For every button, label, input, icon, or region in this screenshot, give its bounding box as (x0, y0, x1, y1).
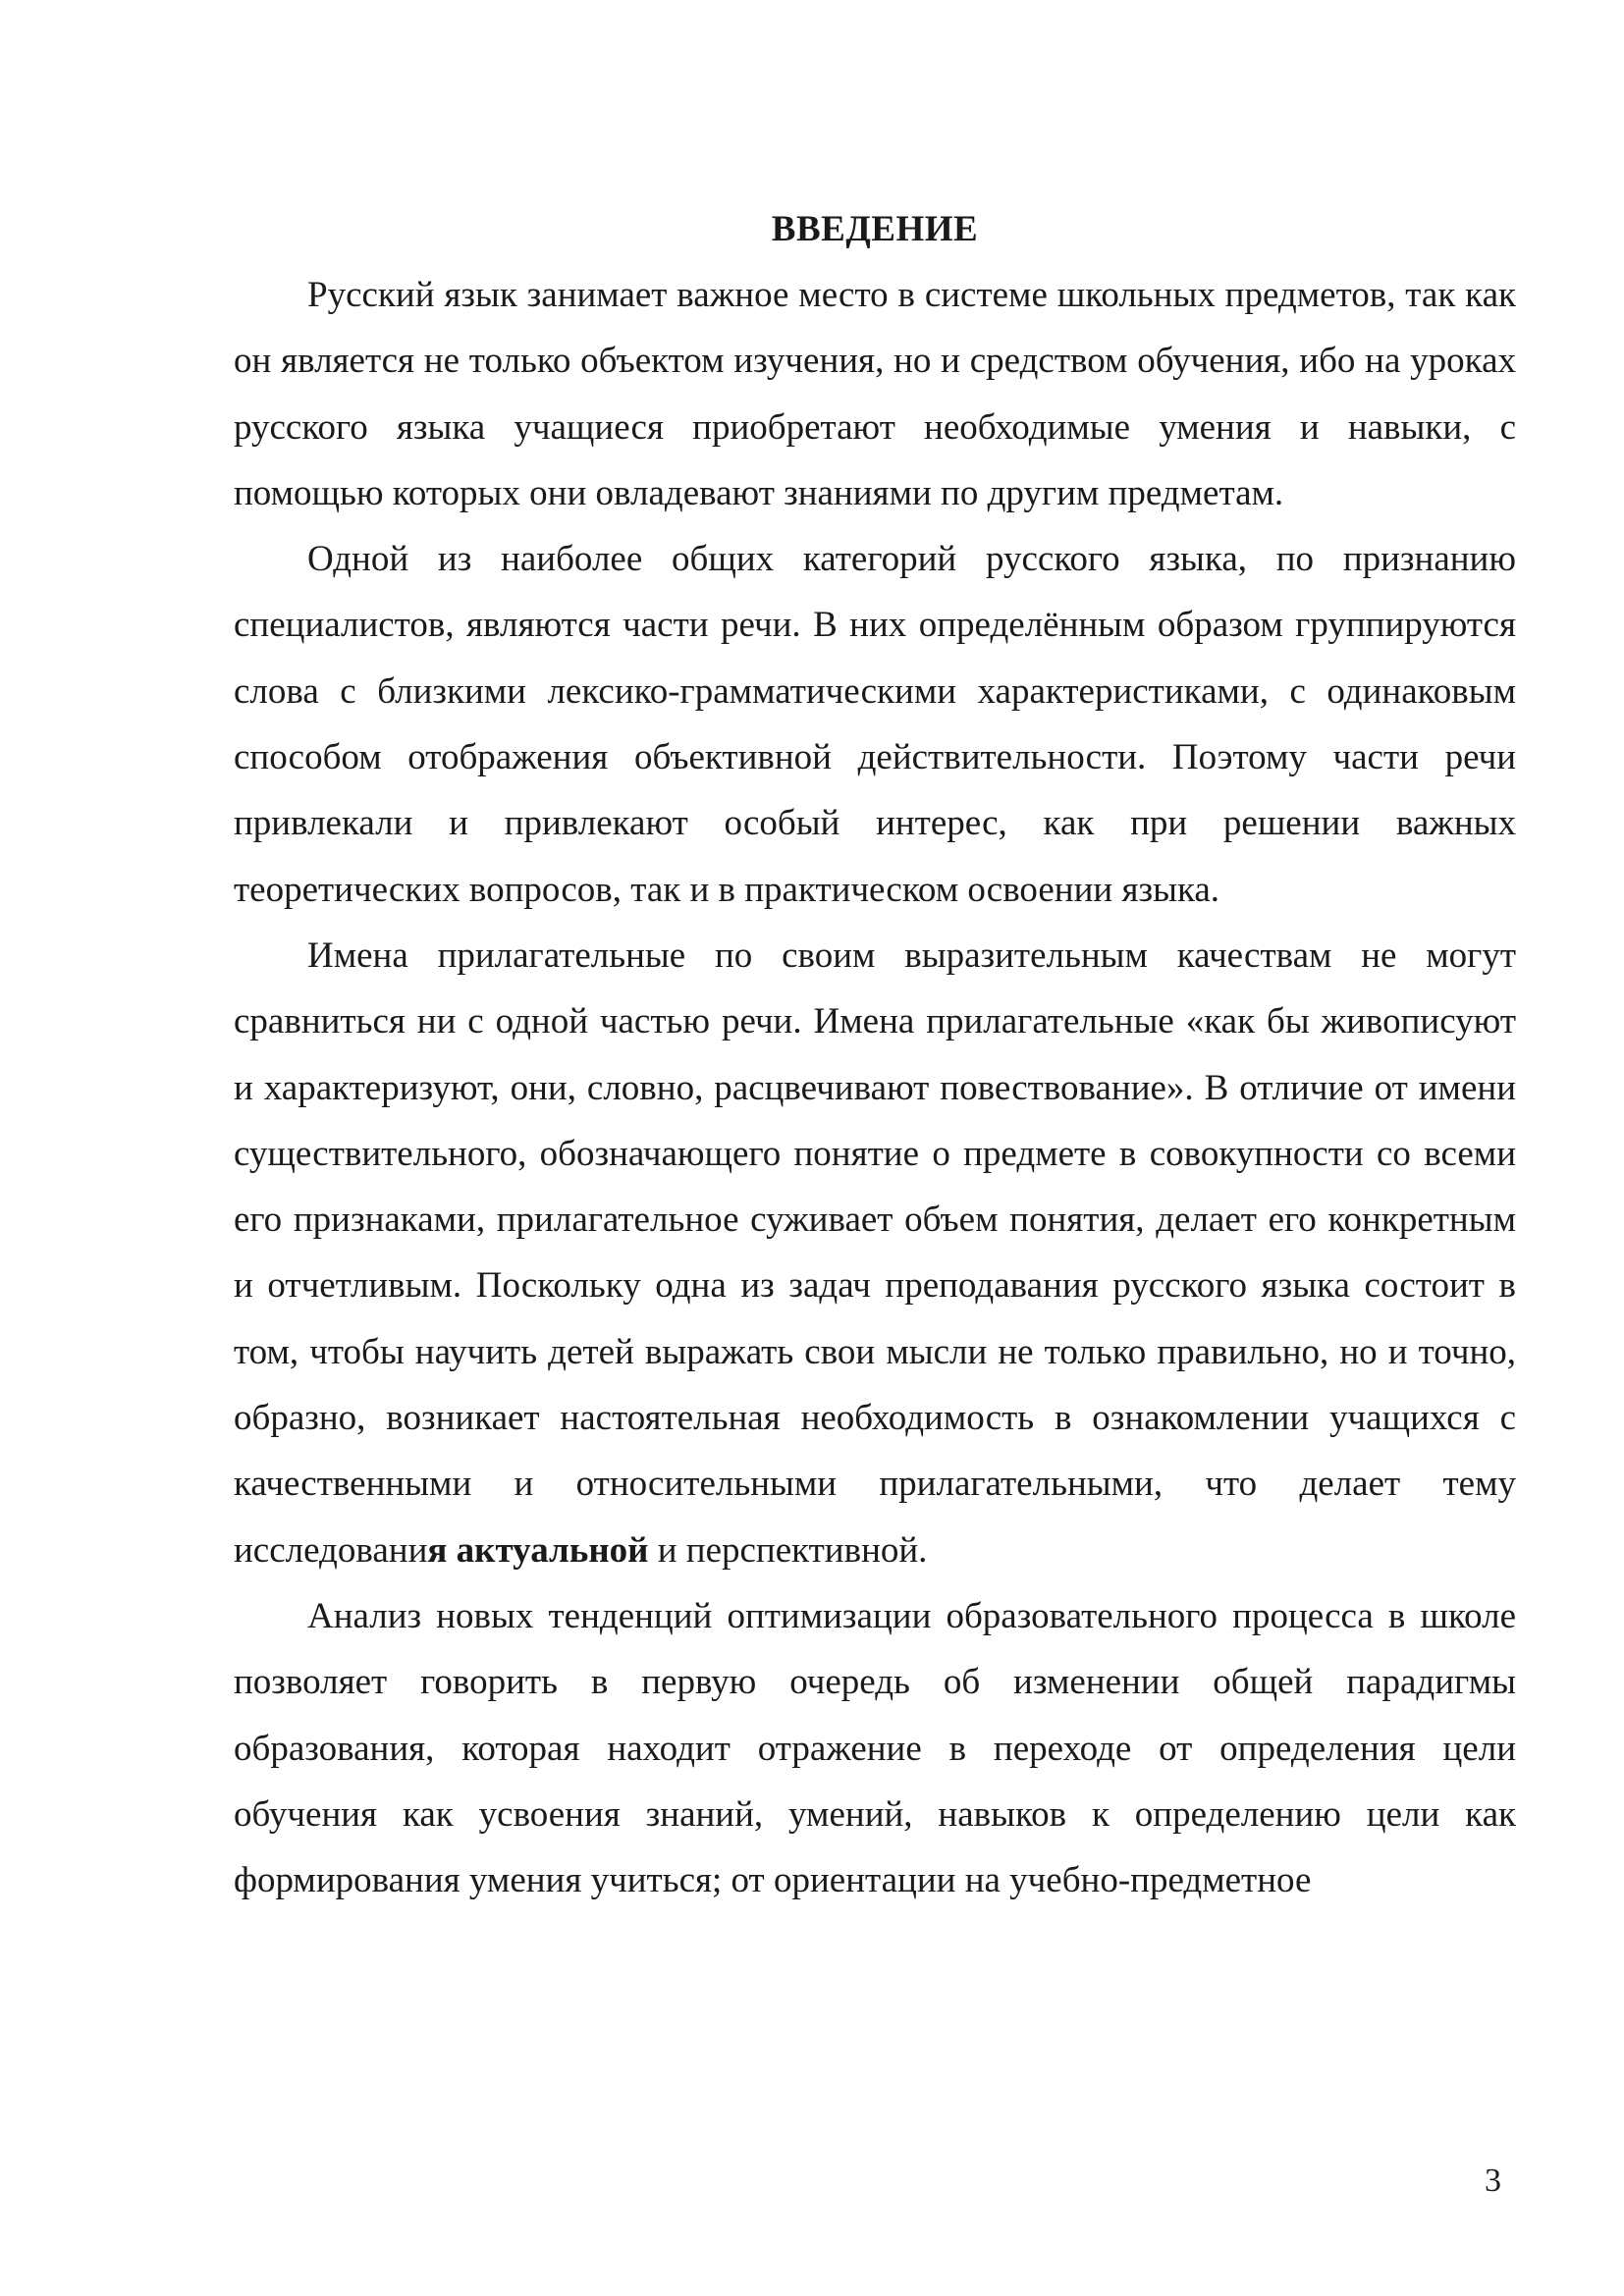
document-page (234, 196, 1516, 1913)
paragraph-3-bold-ending: я (427, 1529, 448, 1571)
paragraph-3-text: Имена прилагательные по своим выразительным качествам не могут сравниться ни с одной частью речи. Имена прилагательные «как бы живописуют и характеризуют, они, словно, расцвечивают повествование». В отличие от имени существительного, обозначающего понятие о предмете в совокупности со всеми его признаками, прилагательное суживает объем понятия, делает его конкретным и отчетливым. Поскольку одна из задач преподавания русского языка состоит в том, чтобы научить детей выражать свои мысли не только правильно, но и точно, образно, возникает настоятельная необходимость в ознакомлении учащихся с качественными и относительными прилагательными, что делает тему исследовани (234, 934, 1516, 1571)
section-heading: ВВЕДЕНИЕ (771, 209, 979, 249)
paragraph-1: Русский язык занимает важное место в системе школьных предметов, так как он является не только объектом изучения, но и средством обучения, ибо на уроках русского языка учащиеся приобретают необходимые умения и навыки, с помощью которых они овладевают знаниями по другим предметам. (234, 275, 1516, 513)
paragraph-2: Одной из наиболее общих категорий русского языка, по признанию специалистов, являются части речи. В них определённым образом группируются слова с близкими лексико-грамматическими характеристиками, с одинаковым способом отображения объективной действительности. Поэтому части речи привлекали и привлекают особый интерес, как при решении важных теоретических вопросов, так и в практическом освоении языка. (234, 539, 1516, 910)
paragraph-3-bold-word: актуальной (456, 1529, 649, 1571)
paragraph-4: Анализ новых тенденций оптимизации образовательного процесса в школе позволяет говорить в первую очередь об изменении общей парадигмы образования, которая находит отражение в переходе от определения цели обучения как усвоения знаний, умений, навыков к определению цели как формирования умения учиться; от ориентации на учебно-предметное (234, 1595, 1516, 1901)
paragraph-3-text-end: и перспективной. (648, 1529, 928, 1571)
paragraph-3 (234, 923, 1516, 1583)
paragraph-3-space (447, 1530, 456, 1571)
page-number: 3 (1485, 2163, 1501, 2199)
